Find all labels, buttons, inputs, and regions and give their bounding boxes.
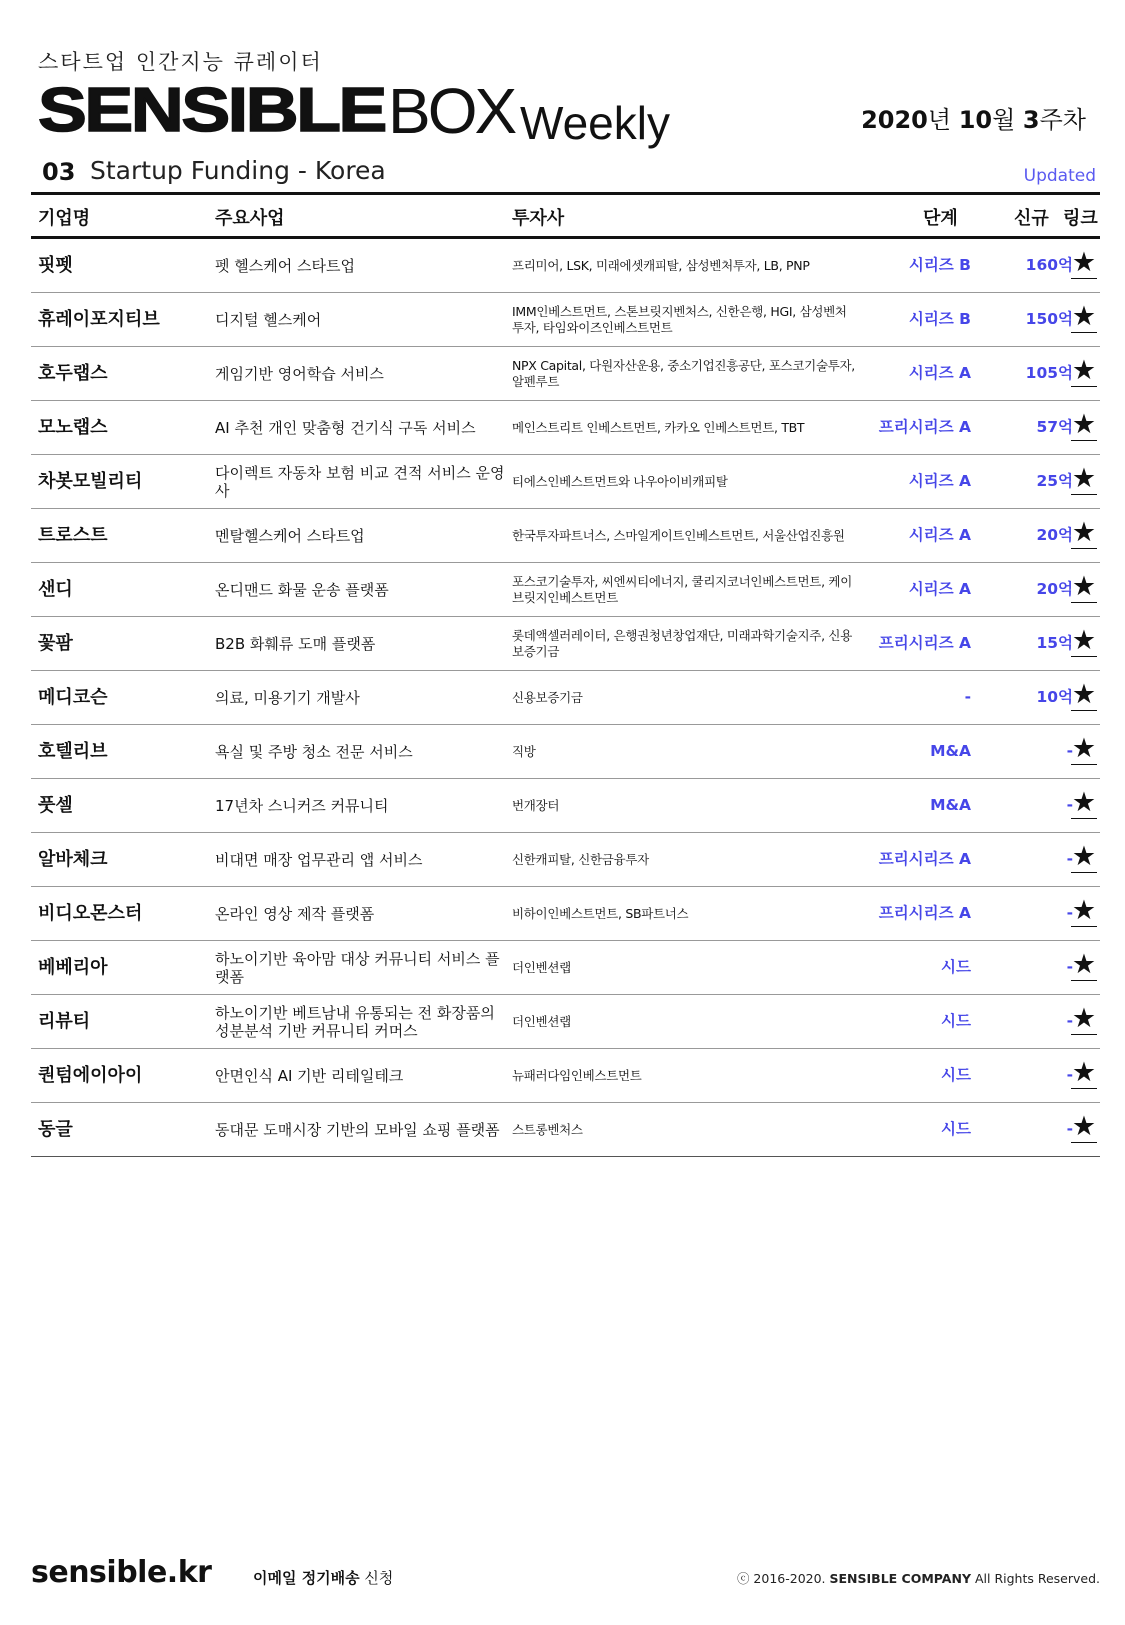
investors: [512, 887, 857, 940]
business-description: [215, 1103, 505, 1156]
table-row: [31, 563, 1100, 617]
business-description-text: 동대문 도매시장 기반의 모바일 쇼핑 플랫폼: [215, 1120, 500, 1139]
investors-text: 더인벤션랩: [512, 959, 571, 975]
investors-text: 롯데액셀러레이터, 은행권청년창업재단, 미래과학기술지주, 신용보증기금: [512, 627, 852, 659]
funding-amount-text: 25억: [1036, 472, 1073, 490]
business-description: [215, 293, 505, 346]
investors: [512, 1049, 857, 1102]
funding-amount-text: 20억: [1036, 526, 1073, 544]
table-row: [31, 887, 1100, 941]
company-name: [38, 1049, 142, 1102]
table-row: [31, 725, 1100, 779]
star-icon[interactable]: ★: [1071, 1111, 1097, 1142]
business-description: [215, 941, 505, 994]
business-description-text: 디지털 헬스케어: [215, 310, 322, 329]
investors: [512, 455, 857, 508]
funding-stage-text: 시드: [941, 958, 971, 976]
investors-text: 메인스트리트 인베스트먼트, 카카오 인베스트먼트, TBT: [512, 419, 805, 435]
table-row: [31, 347, 1100, 401]
company-name: [38, 833, 108, 886]
funding-amount: [991, 293, 1073, 346]
star-icon[interactable]: ★: [1071, 463, 1097, 494]
funding-stage: [851, 239, 971, 292]
funding-stage: [851, 1103, 971, 1156]
funding-stage: [851, 401, 971, 454]
company-name-text: 샌디: [38, 579, 73, 600]
company-name: [38, 725, 108, 778]
business-description: [215, 509, 505, 562]
funding-stage-text: 프리시리즈 A: [878, 418, 971, 436]
page-footer: [31, 1555, 1100, 1595]
column-link: 링크: [1063, 208, 1098, 229]
company-name: [38, 995, 90, 1048]
company-name-text: 리뷰티: [38, 1011, 91, 1032]
brand-weekly: Weekly: [520, 97, 670, 149]
investors: [512, 671, 857, 724]
updated-label: Updated: [1023, 166, 1096, 186]
company-name-text: 핏펫: [38, 255, 73, 276]
company-name: [38, 509, 108, 562]
table-row: [31, 239, 1100, 293]
table-row: [31, 1049, 1100, 1103]
funding-amount-text: 15억: [1036, 634, 1073, 652]
investors-text: 한국투자파트너스, 스마일게이트인베스트먼트, 서울산업진흥원: [512, 527, 845, 543]
section-title: Startup Funding - Korea: [90, 156, 386, 185]
funding-amount-text: -: [1066, 742, 1073, 760]
table-row: [31, 779, 1100, 833]
business-description: [215, 617, 505, 670]
business-description: [215, 995, 505, 1048]
investors-text: 비하이인베스트먼트, SB파트너스: [512, 905, 689, 921]
funding-amount-text: 57억: [1036, 418, 1073, 436]
investors: [512, 401, 857, 454]
funding-stage-text: 프리시리즈 A: [878, 850, 971, 868]
funding-stage-text: -: [964, 688, 971, 706]
funding-amount: [991, 347, 1073, 400]
business-description-text: AI 추천 개인 맞춤형 건기식 구독 서비스: [215, 418, 476, 437]
site-logo[interactable]: sensible.kr: [31, 1555, 212, 1590]
funding-amount-text: 160억: [1025, 256, 1073, 274]
company-name: [38, 401, 108, 454]
funding-amount: [991, 563, 1073, 616]
investors: [512, 617, 857, 670]
funding-amount: [991, 995, 1073, 1048]
business-description: [215, 887, 505, 940]
table-row: [31, 941, 1100, 995]
star-icon[interactable]: ★: [1071, 679, 1097, 710]
investors-text: 신용보증기금: [512, 689, 583, 705]
funding-amount: [991, 617, 1073, 670]
star-icon[interactable]: ★: [1071, 517, 1097, 548]
funding-stage: [851, 509, 971, 562]
star-icon[interactable]: ★: [1071, 1057, 1097, 1088]
star-icon[interactable]: ★: [1071, 571, 1097, 602]
funding-stage: [851, 941, 971, 994]
investors-text: 직방: [512, 743, 536, 759]
company-name: [38, 455, 142, 508]
table-row: [31, 509, 1100, 563]
business-description: [215, 1049, 505, 1102]
investors: [512, 833, 857, 886]
star-icon[interactable]: ★: [1071, 247, 1097, 278]
company-name: [38, 1103, 73, 1156]
funding-amount-text: 150억: [1025, 310, 1073, 328]
funding-amount-text: 20억: [1036, 580, 1073, 598]
column-amount: 신규: [1014, 208, 1049, 229]
funding-stage: [851, 293, 971, 346]
funding-stage: [851, 347, 971, 400]
business-description: [215, 401, 505, 454]
star-icon[interactable]: ★: [1071, 841, 1097, 872]
tagline: 스타트업 인간지능 큐레이터: [38, 50, 323, 74]
investors: [512, 509, 857, 562]
funding-amount-text: -: [1066, 796, 1073, 814]
company-name-text: 호두랩스: [38, 363, 108, 384]
funding-amount: [991, 239, 1073, 292]
funding-amount-text: 10억: [1036, 688, 1073, 706]
table-row: [31, 401, 1100, 455]
table-row: [31, 1103, 1100, 1157]
email-subscribe-link[interactable]: 이메일 정기배송 신청: [253, 1569, 394, 1587]
funding-stage: [851, 671, 971, 724]
funding-table: [31, 239, 1100, 1157]
company-name: [38, 347, 108, 400]
table-row: [31, 833, 1100, 887]
section-number: 03: [42, 158, 76, 186]
funding-stage: [851, 617, 971, 670]
star-icon[interactable]: ★: [1071, 301, 1097, 332]
funding-stage-text: 시리즈 A: [908, 364, 971, 382]
business-description-text: 온디맨드 화물 운송 플랫폼: [215, 580, 389, 599]
funding-amount: [991, 779, 1073, 832]
company-name-text: 비디오몬스터: [38, 903, 143, 924]
company-name: [38, 293, 160, 346]
company-name-text: 동글: [38, 1119, 73, 1140]
investors: [512, 995, 857, 1048]
funding-stage: [851, 725, 971, 778]
funding-stage-text: 시리즈 A: [908, 472, 971, 490]
funding-amount: [991, 887, 1073, 940]
funding-stage-text: M&A: [930, 796, 971, 814]
funding-amount: [991, 455, 1073, 508]
brand-sensible: SENSIBLE: [38, 76, 385, 145]
company-name-text: 퀀텀에이아이: [38, 1065, 143, 1086]
page-header: [38, 0, 1098, 200]
company-name-text: 호텔리브: [38, 741, 108, 762]
investors: [512, 347, 857, 400]
company-name-text: 알바체크: [38, 849, 108, 870]
column-business: 주요사업: [215, 208, 285, 229]
funding-stage-text: 시드: [941, 1120, 971, 1138]
column-stage: 단계: [923, 208, 958, 229]
funding-stage-text: 시리즈 A: [908, 580, 971, 598]
investors-text: IMM인베스트먼트, 스톤브릿지벤처스, 신한은행, HGI, 삼성벤처투자, 타임와이즈인베스트먼트: [512, 303, 847, 335]
investors-text: 티에스인베스트먼트와 나우아이비캐피탈: [512, 473, 728, 489]
funding-stage-text: 시리즈 B: [908, 310, 971, 328]
funding-amount: [991, 671, 1073, 724]
funding-stage: [851, 833, 971, 886]
business-description-text: 하노이기반 베트남내 유통되는 전 화장품의 성분분석 기반 커뮤니티 커머스: [215, 1003, 495, 1040]
company-name: [38, 941, 108, 994]
business-description-text: 욕실 및 주방 청소 전문 서비스: [215, 742, 413, 761]
investors-text: 더인벤션랩: [512, 1013, 571, 1029]
business-description-text: 온라인 영상 제작 플랫폼: [215, 904, 375, 923]
business-description: [215, 239, 505, 292]
section-heading: [38, 154, 1098, 190]
funding-stage: [851, 563, 971, 616]
funding-amount: [991, 1049, 1073, 1102]
company-name: [38, 779, 73, 832]
business-description-text: 비대면 매장 업무관리 앱 서비스: [215, 850, 423, 869]
investors-text: 포스코기술투자, 씨엔씨티에너지, 쿨리지코너인베스트먼트, 케이브릿지인베스트먼트: [512, 573, 852, 605]
investors: [512, 293, 857, 346]
brand-logo: [38, 75, 670, 149]
funding-amount: [991, 725, 1073, 778]
table-row: [31, 671, 1100, 725]
funding-stage-text: 시리즈 A: [908, 526, 971, 544]
star-icon[interactable]: ★: [1071, 355, 1097, 386]
funding-stage: [851, 887, 971, 940]
business-description-text: 펫 헬스케어 스타트업: [215, 256, 355, 275]
company-name-text: 메디코슨: [38, 687, 108, 708]
star-icon[interactable]: ★: [1071, 409, 1097, 440]
business-description-text: 다이렉트 자동차 보험 비교 견적 서비스 운영사: [215, 463, 505, 500]
funding-stage-text: 프리시리즈 A: [878, 904, 971, 922]
funding-amount-text: -: [1066, 958, 1073, 976]
funding-amount: [991, 509, 1073, 562]
investors-text: 신한캐피탈, 신한금융투자: [512, 851, 649, 867]
investors: [512, 779, 857, 832]
investors: [512, 1103, 857, 1156]
divider: [31, 192, 1100, 195]
company-name-text: 트로스트: [38, 525, 108, 546]
star-icon[interactable]: ★: [1071, 1003, 1097, 1034]
business-description-text: 하노이기반 육아맘 대상 커뮤니티 서비스 플랫폼: [215, 949, 500, 986]
star-icon[interactable]: ★: [1071, 949, 1097, 980]
star-icon[interactable]: ★: [1071, 733, 1097, 764]
funding-amount-text: -: [1066, 1066, 1073, 1084]
investors-text: 프리미어, LSK, 미래에셋캐피탈, 삼성벤처투자, LB, PNP: [512, 257, 810, 273]
business-description-text: B2B 화훼류 도매 플랫폼: [215, 634, 376, 653]
company-name: [38, 887, 142, 940]
funding-stage-text: 프리시리즈 A: [878, 634, 971, 652]
company-name-text: 베베리아: [38, 957, 108, 978]
business-description-text: 게임기반 영어학습 서비스: [215, 364, 384, 383]
star-icon[interactable]: ★: [1071, 895, 1097, 926]
funding-stage: [851, 779, 971, 832]
company-name-text: 모노랩스: [38, 417, 108, 438]
table-row: [31, 995, 1100, 1049]
funding-amount-text: -: [1066, 850, 1073, 868]
investors-text: 스트롱벤처스: [512, 1121, 583, 1137]
business-description: [215, 779, 505, 832]
investors-text: NPX Capital, 다원자산운용, 중소기업진흥공단, 포스코기술투자, 알펜루트: [512, 357, 855, 389]
funding-amount: [991, 941, 1073, 994]
funding-stage-text: 시드: [941, 1012, 971, 1030]
funding-amount: [991, 833, 1073, 886]
business-description: [215, 347, 505, 400]
business-description: [215, 455, 505, 508]
funding-amount: [991, 401, 1073, 454]
business-description-text: 안면인식 AI 기반 리테일테크: [215, 1066, 404, 1085]
star-icon[interactable]: ★: [1071, 625, 1097, 656]
company-name: [38, 239, 73, 292]
funding-amount-text: -: [1066, 1120, 1073, 1138]
funding-stage-text: 시드: [941, 1066, 971, 1084]
business-description: [215, 725, 505, 778]
business-description: [215, 563, 505, 616]
company-name-text: 휴레이포지티브: [38, 309, 160, 330]
table-row: [31, 455, 1100, 509]
column-investors: 투자사: [512, 208, 565, 229]
company-name: [38, 671, 108, 724]
funding-stage-text: 시리즈 B: [908, 256, 971, 274]
table-header: [31, 196, 1100, 236]
investors-text: 뉴패러다임인베스트먼트: [512, 1067, 642, 1083]
business-description-text: 의료, 미용기기 개발사: [215, 688, 360, 707]
investors: [512, 563, 857, 616]
copyright: ⓒ 2016-2020. SENSIBLE COMPANY All Rights Reserved.: [736, 1571, 1100, 1586]
funding-stage: [851, 995, 971, 1048]
company-name-text: 꽃팜: [38, 633, 73, 654]
company-name: [38, 563, 73, 616]
company-name: [38, 617, 73, 670]
funding-stage: [851, 455, 971, 508]
funding-amount-text: 105억: [1025, 364, 1073, 382]
funding-stage-text: M&A: [930, 742, 971, 760]
business-description: [215, 671, 505, 724]
business-description-text: 17년차 스니커즈 커뮤니티: [215, 796, 389, 815]
business-description: [215, 833, 505, 886]
brand-box: BOX: [388, 75, 515, 147]
investors-text: 번개장터: [512, 797, 560, 813]
table-row: [31, 617, 1100, 671]
investors: [512, 941, 857, 994]
funding-stage: [851, 1049, 971, 1102]
company-name-text: 풋셀: [38, 795, 73, 816]
star-icon[interactable]: ★: [1071, 787, 1097, 818]
business-description-text: 멘탈헬스케어 스타트업: [215, 526, 365, 545]
table-row: [31, 293, 1100, 347]
investors: [512, 725, 857, 778]
column-company: 기업명: [38, 208, 91, 229]
funding-amount-text: -: [1066, 904, 1073, 922]
funding-amount-text: -: [1066, 1012, 1073, 1030]
investors: [512, 239, 857, 292]
issue-date: 2020년 10월 3주차: [861, 106, 1086, 134]
funding-amount: [991, 1103, 1073, 1156]
company-name-text: 차봇모빌리티: [38, 471, 143, 492]
